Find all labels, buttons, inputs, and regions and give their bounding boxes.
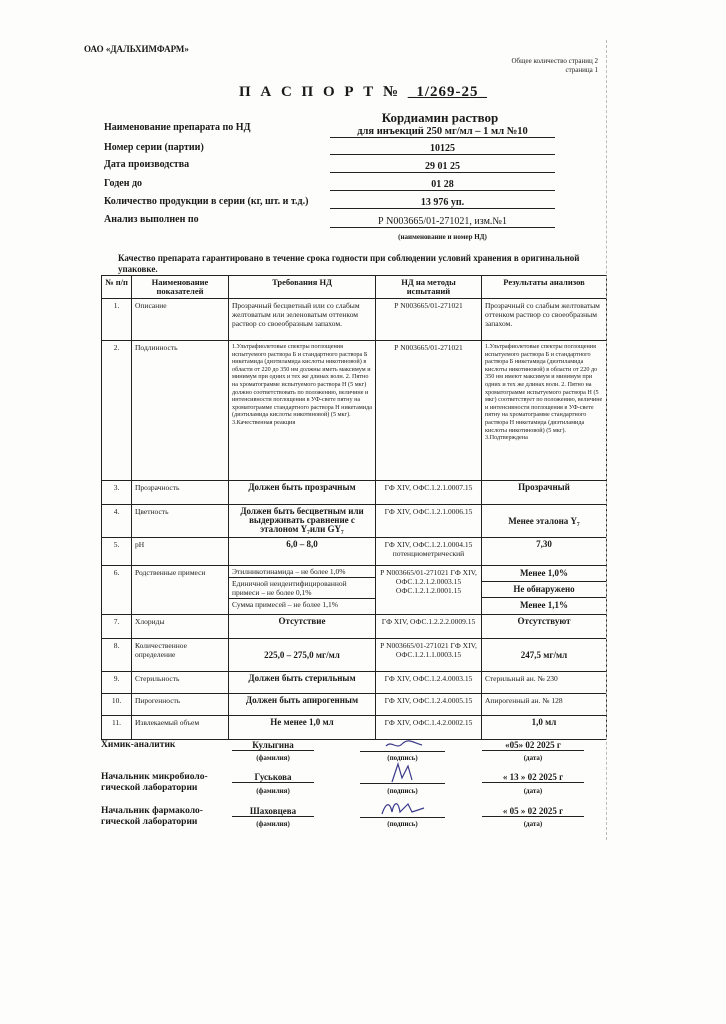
pages-total: Общее количество страниц 2 <box>511 57 598 65</box>
title-text: П А С П О Р Т № <box>238 84 402 100</box>
signatory-role <box>101 806 203 828</box>
role-line-2: гической лаборатории <box>101 817 198 827</box>
row-requirement: Отсутствие <box>229 615 376 639</box>
caption-signature: (подпись) <box>387 754 418 762</box>
row-name: Подлинность <box>132 341 229 481</box>
row-num: 1. <box>102 299 132 341</box>
signatory-name: Кулыгина <box>232 740 314 751</box>
row-result <box>482 566 607 615</box>
signature-scribble <box>388 762 418 784</box>
table-row <box>102 481 607 505</box>
field-label-production-date: Дата производства <box>104 159 190 170</box>
field-label-expiry: Годен до <box>104 178 143 189</box>
caption-date: (дата) <box>523 820 543 828</box>
field-label-quantity: Количество продукции в серии (кг, шт. и т.д.) <box>104 196 309 207</box>
table-row <box>102 299 607 341</box>
row-requirement: 1.Ультрафиолетовые спектры поглощения испытуемого раствора Б и стандартного раствора Б никетамида (диэтиламида кислоты никотиновой) в области от 220 до 350 нм должны иметь максимум и минимум при одних и тех же длинах волн. 2. Пятно на хроматограмме испытуемого раствора Н (5 мкг) должно соответствовать по положению, величине и интенсивности поглощения в УФ-свете пятну на хроматограмме стандартного раствора Н никетамида (диэтиламида кислоты никотиновой) (5 мкг). 3.Качественная реакция <box>229 341 376 481</box>
row-result: Прозрачный <box>482 481 607 505</box>
row-result: Отсутствуют <box>482 615 607 639</box>
document-title <box>0 84 726 101</box>
row-num: 7. <box>102 615 132 639</box>
field-label-series: Номер серии (партии) <box>104 142 204 153</box>
row-result: Прозрачный со слабым желтоватым оттенком раствор со своеобразным запахом. <box>482 299 607 341</box>
row-method: ГФ XIV, ОФС.1.2.1.0004.15 потенциометрический <box>376 538 482 566</box>
signature-date: «05» 02 2025 г <box>482 740 584 751</box>
field-value-product: Кордиамин раствор <box>381 110 499 125</box>
row-method: Р N003665/01-271021 <box>376 299 482 341</box>
signatory-role: Химик-аналитик <box>101 740 176 750</box>
signature-line <box>360 772 445 784</box>
row-requirement: Должен быть апирогенным <box>229 694 376 716</box>
impurity-result: Менее 1,0% <box>482 566 606 582</box>
impurity-req: Этилникотинамида – не более 1,0% <box>229 566 375 578</box>
row-requirement: Должен быть прозрачным <box>229 481 376 505</box>
row-method: ГФ XIV, ОФС.1.2.4.0003.15 <box>376 672 482 694</box>
row-requirement <box>229 566 376 615</box>
signature-line <box>360 806 445 818</box>
row-name: Описание <box>132 299 229 341</box>
row-num: 10. <box>102 694 132 716</box>
table-row <box>102 716 607 740</box>
field-label-product: Наименование препарата по НД <box>104 122 251 133</box>
header-name: Наименование показателей <box>132 276 229 299</box>
table-row <box>102 639 607 672</box>
row-name: Пирогенность <box>132 694 229 716</box>
row-requirement: 225,0 – 275,0 мг/мл <box>229 639 376 672</box>
row-name: pH <box>132 538 229 566</box>
row-name: Хлориды <box>132 615 229 639</box>
row-num: 11. <box>102 716 132 740</box>
table-row <box>102 505 607 538</box>
row-result: 7,30 <box>482 538 607 566</box>
signatory-name: Гуськова <box>232 772 314 783</box>
row-result: 1.Ультрафиолетовые спектры поглощения испытуемого раствора Б и стандартного раствора Б никетамида (диэтиламида кислоты никотиновой) в области от 220 до 350 нм имеют максимум и минимум при одних и тех же длинах волн. 2. Пятно на хроматограмме испытуемого раствора Н (5 мкг) соответствует по положению, величине и интенсивности поглощения в УФ-свете пятну на хроматограмме стандартного раствора Н никетамида (диэтиламида кислоты никотиновой) (5 мкг). 3.Подтверждена <box>482 341 607 481</box>
caption-signature: (подпись) <box>387 820 418 828</box>
row-method: ГФ XIV, ОФС.1.2.1.0007.15 <box>376 481 482 505</box>
passport-number: _1/269-25_ <box>407 84 488 100</box>
role-line-1: Начальник фармаколо- <box>101 806 203 816</box>
row-name: Прозрачность <box>132 481 229 505</box>
signature-scribble <box>380 798 428 818</box>
row-method: ГФ XIV, ОФС.1.2.1.0006.15 <box>376 505 482 538</box>
header-methods: НД на методы испытаний <box>376 276 482 299</box>
field-value-expiry: 01 28 <box>330 179 555 191</box>
row-method: ГФ XIV, ОФС.1.2.2.2.0009.15 <box>376 615 482 639</box>
row-num: 6. <box>102 566 132 615</box>
row-num: 2. <box>102 341 132 481</box>
table-row <box>102 615 607 639</box>
field-value-quantity: 13 976 уп. <box>330 197 555 209</box>
row-method: ГФ XIV, ОФС.1.2.4.0005.15 <box>376 694 482 716</box>
field-value-analysis: Р N003665/01-271021, изм.№1 <box>330 216 555 228</box>
row-name: Цветность <box>132 505 229 538</box>
row-name: Стерильность <box>132 672 229 694</box>
impurity-req: Единичной неидентифицированной примеси – не более 0,1% <box>229 578 375 599</box>
row-num: 4. <box>102 505 132 538</box>
caption-signature: (подпись) <box>387 787 418 795</box>
table-row <box>102 672 607 694</box>
row-requirement: Должен быть стерильным <box>229 672 376 694</box>
row-method: Р N003665/01-271021 <box>376 341 482 481</box>
impurity-result: Не обнаружено <box>482 582 606 598</box>
table-header-row <box>102 276 607 299</box>
caption-surname: (фамилия) <box>256 754 290 762</box>
field-note-analysis: (наименование и номер НД) <box>398 233 487 241</box>
role-line-1: Начальник микробиоло- <box>101 772 208 782</box>
field-value-production-date: 29 01 25 <box>330 161 555 173</box>
results-table <box>101 275 607 740</box>
header-requirements: Требования НД <box>229 276 376 299</box>
row-result: Стерильный ан. № 230 <box>482 672 607 694</box>
row-requirement: Прозрачный бесцветный или со слабым желтоватым или зеленоватым оттенком раствор со своеобразным запахом. <box>229 299 376 341</box>
row-result: 1,0 мл <box>482 716 607 740</box>
row-num: 8. <box>102 639 132 672</box>
signature-date: « 13 » 02 2025 г <box>482 772 584 783</box>
row-method: ГФ XIV, ОФС.1.4.2.0002.15 <box>376 716 482 740</box>
signatory-name: Шаховцева <box>232 806 314 817</box>
caption-date: (дата) <box>523 787 543 795</box>
caption-surname: (фамилия) <box>256 820 290 828</box>
row-requirement: Должен быть бесцветным или выдерживать сравнение с эталоном Y₇или GY₇ <box>229 505 376 538</box>
row-name: Извлекаемый объем <box>132 716 229 740</box>
field-value-series: 10125 <box>330 143 555 155</box>
field-value-product-form: для инъекций 250 мг/мл – 1 мл №10 <box>330 126 555 138</box>
row-requirement: 6,0 – 8,0 <box>229 538 376 566</box>
row-num: 5. <box>102 538 132 566</box>
signatory-role <box>101 772 208 794</box>
scan-edge <box>606 40 607 840</box>
row-name: Родственные примеси <box>132 566 229 615</box>
table-row <box>102 694 607 716</box>
table-row <box>102 566 607 615</box>
impurity-result: Менее 1,1% <box>519 600 569 610</box>
row-result: 247,5 мг/мл <box>482 639 607 672</box>
header-num: № п/п <box>102 276 132 299</box>
row-result: Апирогенный ан. № 128 <box>482 694 607 716</box>
row-num: 3. <box>102 481 132 505</box>
company-name: ОАО «ДАЛЬХИМФАРМ» <box>84 44 189 54</box>
role-line-2: гической лаборатории <box>101 783 198 793</box>
signature-date: « 05 » 02 2025 г <box>482 806 584 817</box>
page-number: страница 1 <box>565 66 598 74</box>
signature-scribble <box>384 738 424 750</box>
field-label-analysis: Анализ выполнен по <box>104 214 199 225</box>
row-name: Количественное определение <box>132 639 229 672</box>
caption-surname: (фамилия) <box>256 787 290 795</box>
row-requirement: Не менее 1,0 мл <box>229 716 376 740</box>
caption-date: (дата) <box>523 754 543 762</box>
header-results: Результаты анализов <box>482 276 607 299</box>
row-num: 9. <box>102 672 132 694</box>
quality-guarantee: Качество препарата гарантировано в течение срока годности при соблюдении условий хранения в оригинальной упаковке. <box>118 253 580 274</box>
table-row <box>102 341 607 481</box>
impurity-req: Сумма примесей – не более 1,1% <box>232 600 338 609</box>
row-method: Р N003665/01-271021 ГФ XIV, ОФС.1.2.1.2.0003.15 ОФС.1.2.1.2.0001.15 <box>376 566 482 615</box>
signature-line <box>360 740 445 752</box>
row-result: Менее эталона Y₇ <box>482 505 607 538</box>
page-count <box>480 57 598 75</box>
row-method: Р N003665/01-271021 ГФ XIV, ОФС.1.2.1.1.0003.15 <box>376 639 482 672</box>
table-row <box>102 538 607 566</box>
